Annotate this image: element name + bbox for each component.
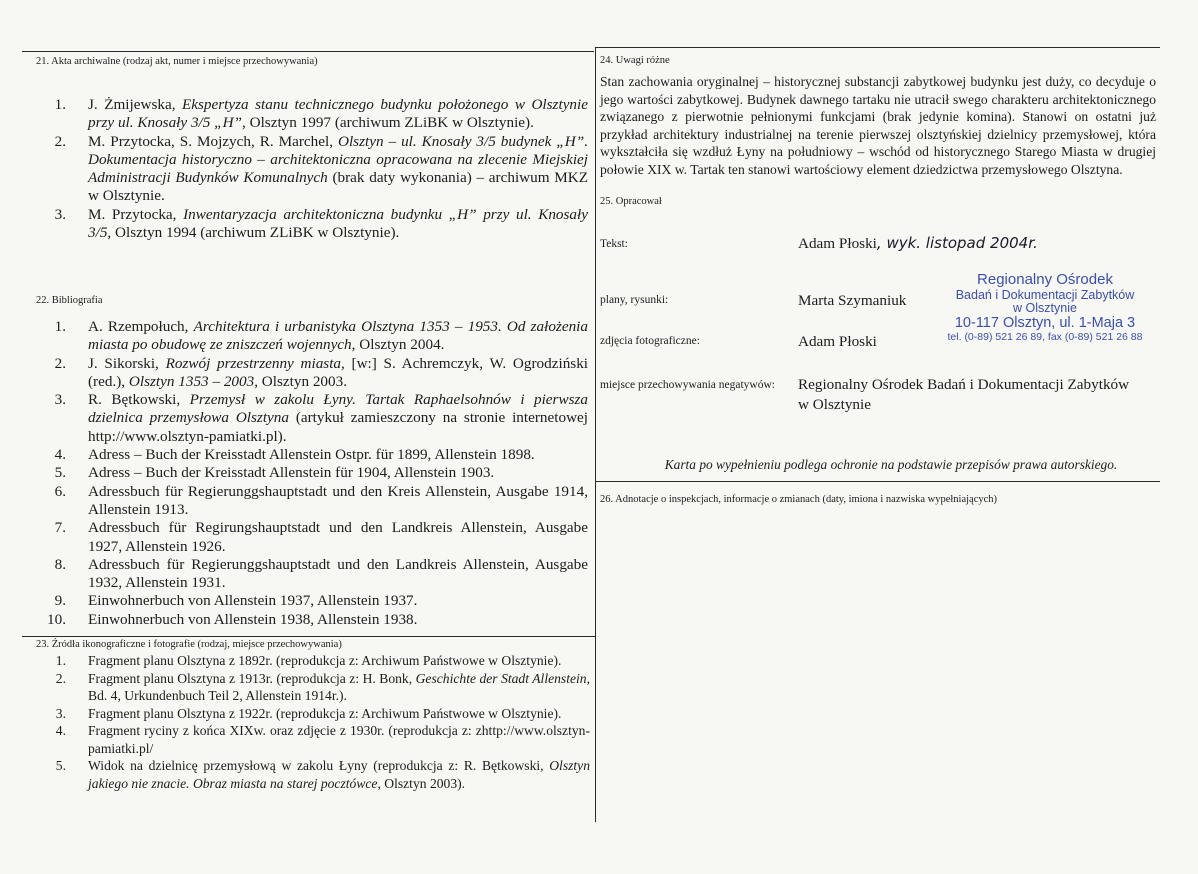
list-item-number: 4. (54, 446, 66, 464)
stamp-line-3: w Olsztynie (1013, 301, 1077, 315)
list-item-text: Fragment ryciny z końca XIXw. oraz zdjęcie z 1930r. (reprodukcja z: zhttp://www.olsztyn-pamiatki.pl/ (88, 723, 590, 756)
list-item-number: 5. (54, 464, 66, 482)
list-item-number: 3. (54, 391, 66, 409)
remarks-text: Stan zachowania oryginalnej – historycznej substancji zabytkowej budynku jest duży, co decyduje o jego wartości zabytkowej. Budynek dawnego tartaku nie utracił swego charakteru architektonicznego związanego z pierwotnie pełnionymi funkcjami (brak jedynie komina). Stanowi on ostatni już przykład architektury industrialnej na terenie pierwszej olsztyńskiej dzielnicy przemysłowej, która wykształciła się wzdłuż Łyny na południowy – wschód od historycznego Starego Miasta w drugiej połowie XIX w. Tartak ten stanowi wartościowy element dziedzictwa przemysłowego Olsztyna. (600, 74, 1156, 177)
photos-value: Adam Płoski (798, 333, 877, 350)
list-item-number: 10. (47, 610, 66, 628)
section-24-title: 24. Uwagi różne (600, 55, 670, 66)
list-item (56, 722, 590, 757)
list-item-number: 3. (55, 705, 66, 721)
text-author-name: Adam Płoski (798, 235, 877, 252)
copyright-note: Karta po wypełnieniu podlega ochronie na podstawie przepisów prawa autorskiego. (664, 457, 1118, 472)
iconographic-sources-list (56, 652, 590, 792)
list-item-number: 4. (55, 723, 66, 738)
drawings-value: Marta Szymaniuk (798, 292, 907, 309)
list-item-text: J. Żmijewska, Ekspertyza stanu technicznego budynku położonego w Olsztynie przy ul. Knosały 3/5 „H”, Olsztyn 1997 (archiwum ZLiBK w Olsztynie). (88, 96, 588, 132)
top-border-right (596, 47, 1160, 48)
list-item (56, 757, 590, 792)
list-item-text: A. Rzempołuch, Architektura i urbanistyka Olsztyna 1353 – 1953. Od założenia miasta po obudowę ze zniszczeń wojennych, Olsztyn 2004. (88, 318, 588, 354)
list-item-number: 5. (55, 758, 66, 773)
list-item-text: R. Bętkowski, Przemysł w zakolu Łyny. Tartak Raphaelsohnów i pierwsza dzielnica przemysłowa Olsztyna (artykuł zamieszczony na stronie internetowej http://www.olsztyn-pamiatki.pl). (88, 391, 588, 445)
list-item-text: Fragment planu Olsztyna z 1913r. (reprodukcja z: H. Bonk, Geschichte der Stadt Allenstein, Bd. 4, Urkundenbuch Teil 2, Allenstein 1914r.). (88, 670, 591, 703)
stamp-line-4: 10-117 Olsztyn, ul. 1-Maja 3 (954, 315, 1136, 331)
list-item-text: Adressbuch für Regirungshauptstadt und den Landkreis Allenstein, Ausgabe 1927, Allenstein 1926. (88, 519, 588, 555)
text-author-label: Tekst: (600, 238, 628, 250)
list-item-number: 8. (54, 555, 66, 573)
top-border-left (22, 51, 594, 52)
list-item-text: M. Przytocka, Inwentaryzacja architektoniczna budynku „H” przy ul. Knosały 3/5, Olsztyn 1994 (archiwum ZLiBK w Olsztynie). (88, 205, 588, 242)
list-item (56, 318, 588, 355)
list-item-text: Fragment planu Olsztyna z 1892r. (reprodukcja z: Archiwum Państwowe w Olsztynie). (88, 653, 562, 668)
archival-records-list (56, 96, 588, 242)
institution-stamp (940, 272, 1150, 344)
list-item (56, 670, 590, 705)
list-item (56, 592, 588, 610)
handwritten-date: , wyk. listopad 2004r. (876, 234, 1038, 252)
list-item (56, 206, 588, 243)
section-25-title: 25. Opracował (600, 196, 662, 207)
list-item-text: Adress – Buch der Kreisstadt Allenstein für 1904, Allenstein 1903. (88, 464, 495, 482)
negatives-location-label: miejsce przechowywania negatywów: (600, 379, 775, 391)
stamp-line-5: tel. (0-89) 521 26 89, fax (0-89) 521 26 88 (947, 331, 1143, 343)
list-item-text: Widok na dzielnicę przemysłową w zakolu Łyny (reprodukcja z: R. Bętkowski, Olsztyn jakiego nie znacie. Obraz miasta na starej pocztówce, Olsztyn 2003). (88, 758, 590, 791)
list-item (56, 483, 588, 520)
negatives-location-value-2: w Olsztynie (798, 396, 871, 413)
stamp-line-1: Regionalny Ośrodek (977, 271, 1113, 288)
negatives-location-value-1: Regionalny Ośrodek Badań i Dokumentacji Zabytków (798, 376, 1130, 393)
list-item-text: M. Przytocka, S. Mojzych, R. Marchel, Olsztyn – ul. Knosały 3/5 budynek „H”. Dokumentacja historyczno – architektoniczna opracowana na zlecenie Miejskiej Administracji Budynków Komunalnych (brak daty wykonania) – archiwum MKZ w Olsztynie. (88, 132, 588, 205)
list-item (56, 391, 588, 446)
section-21-title: 21. Akta archiwalne (rodzaj akt, numer i miejsce przechowywania) (36, 56, 318, 67)
list-item (56, 133, 588, 206)
drawings-label: plany, rysunki: (600, 294, 669, 306)
photos-label: zdjęcia fotograficzne: (600, 335, 700, 347)
bibliography-list (47, 318, 589, 629)
text-author-value (798, 234, 1038, 253)
list-item-number: 6. (54, 482, 66, 500)
list-item (56, 355, 588, 392)
list-item-text: Einwohnerbuch von Allenstein 1937, Allenstein 1937. (88, 592, 418, 610)
list-item-number: 9. (54, 592, 66, 610)
stamp-line-2: Badań i Dokumentacji Zabytków (955, 288, 1135, 302)
list-item-number: 2. (54, 354, 66, 372)
section-26-title: 26. Adnotacje o inspekcjach, informacje o zmianach (daty, imiona i nazwiska wypełniających) (600, 494, 998, 505)
list-item (56, 464, 588, 482)
section-22-title: 22. Bibliografia (36, 295, 103, 306)
list-item-number: 7. (54, 519, 66, 537)
list-item-number: 1. (55, 653, 66, 668)
list-item (47, 610, 588, 629)
center-divider (595, 47, 596, 822)
list-item (56, 705, 590, 723)
list-item-text: Adressbuch für Regierunggshauptstadt und den Landkreis Allenstein, Ausgabe 1932, Allenstein 1931. (88, 555, 588, 592)
list-item-text: J. Sikorski, Rozwój przestrzenny miasta, [w:] S. Achremczyk, W. Ogrodziński (red.), Olsztyn 1353 – 2003, Olsztyn 2003. (88, 354, 589, 390)
section-23-title: 23. Źródła ikonograficzne i fotografie (rodzaj, miejsce przechowywania) (36, 639, 342, 650)
list-item-number: 1. (54, 318, 66, 335)
list-item (56, 446, 588, 464)
list-item (56, 652, 590, 670)
list-item (56, 519, 588, 556)
list-item-number: 3. (54, 205, 66, 223)
list-item (56, 96, 588, 133)
list-item-number: 2. (54, 132, 66, 150)
divider-26 (596, 481, 1160, 482)
list-item-text: Einwohnerbuch von Allenstein 1938, Allenstein 1938. (88, 610, 418, 628)
list-item-text: Fragment planu Olsztyna z 1922r. (reprodukcja z: Archiwum Państwowe w Olsztynie). (88, 705, 562, 721)
list-item-text: Adressbuch für Regierunggshauptstadt und den Kreis Allenstein, Ausgabe 1914, Allenstein 1913. (88, 482, 588, 518)
list-item-text: Adress – Buch der Kreisstadt Allenstein Ostpr. für 1899, Allenstein 1898. (88, 446, 535, 464)
list-item-number: 2. (55, 670, 66, 686)
list-item (56, 556, 588, 593)
divider-23 (22, 636, 595, 637)
list-item-number: 1. (54, 96, 66, 113)
